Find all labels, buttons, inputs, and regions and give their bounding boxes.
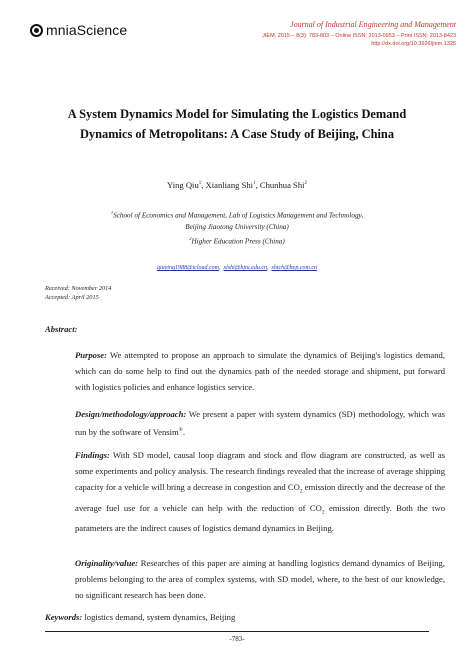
design-label: Design/methodology/approach: (75, 409, 187, 419)
findings-text: emission directly and the decrease of the average fuel use for a vehicle can help with the reduction of CO (75, 482, 445, 513)
abstract-findings (75, 447, 445, 536)
omniascience-logo (30, 22, 127, 38)
design-end: . (182, 426, 186, 437)
affiliations (0, 207, 474, 248)
author-list (0, 180, 474, 190)
received-date: Received: November 2014 (45, 285, 112, 292)
paper-title (30, 104, 444, 144)
journal-doi[interactable]: http://dx.doi.org/10.3926/jiem.1325 (371, 41, 456, 47)
email-link[interactable]: shich@hep.com.cn (271, 265, 318, 271)
author-name: Chunhua Shi (259, 180, 305, 190)
author-name: Xianliang Shi (205, 180, 254, 190)
subscript: 2 (321, 509, 325, 516)
journal-header (262, 20, 456, 48)
keywords (45, 612, 235, 622)
page-number: -783- (229, 635, 245, 643)
findings-text: With SD model, causal loop diagram and stock and flow diagram are constructed, as well as some experiments and policy analysis. The research findings revealed that the increase of average shipping capacity for a vehicle will bring a decrease in congestion and CO (75, 450, 445, 492)
purpose-label: Purpose: (75, 350, 107, 360)
originality-label: Originality/value: (75, 558, 139, 568)
abstract-heading: Abstract: (45, 324, 78, 334)
journal-name: Journal of Industrial Engineering and Management (290, 20, 456, 29)
submission-dates (45, 284, 111, 302)
keywords-text: logistics demand, system dynamics, Beijing (82, 612, 236, 622)
accepted-date: Accepted: April 2015 (45, 294, 99, 301)
design-text: We present a paper with system dynamics (SD) methodology, which was run by the software of Vensim (75, 409, 445, 437)
abstract-purpose (75, 347, 445, 395)
title-line-1: A System Dynamics Model for Simulating the Logistics Demand (67, 107, 407, 121)
logo-text: mniaScience (46, 22, 128, 38)
findings-label: Findings: (75, 450, 110, 460)
keywords-label: Keywords: (45, 612, 83, 622)
affil-text: Beijing Jiaotong University (China) (185, 223, 289, 232)
author-name: Ying Qiu (166, 180, 199, 190)
journal-issn: JIEM, 2015 – 8(3): 783-803 – Online ISSN: 2013-0953 – Print ISSN: 2013-8423 (262, 33, 456, 39)
author-separator: , (255, 180, 260, 190)
author-affil-sup: 1 (198, 181, 202, 187)
purpose-text: We attempted to propose an approach to simulate the dynamics of Beijing's logistics demand, which can do some help to find out the dynamics path of the needed storage and shipment, put forward with logistics policies and enhance logistics service. (75, 350, 445, 392)
subscript: 2 (299, 488, 303, 495)
affil-text: School of Economics and Management, Lab of Logistics Management and Technology, (113, 211, 364, 220)
affiliation-line (0, 233, 474, 247)
affil-sup: 2 (189, 236, 192, 242)
affil-sup: 1 (110, 210, 114, 215)
registered-mark: ® (178, 427, 183, 433)
author-affil-sup: 1 (253, 181, 256, 187)
affiliation-line (0, 207, 474, 221)
originality-text: Researches of this paper are aiming at handling logistics demand dynamics of Beijing, problems belonging to the area of complex systems, with SD model, where, to the best of our knowledge, no significant research has been done. (75, 558, 445, 600)
abstract-design (75, 406, 445, 440)
email-link[interactable]: qiuying1988@icloud.com (156, 265, 219, 271)
affiliation-line (0, 221, 474, 233)
email-link[interactable]: xlshi@bjtu.edu.cn (223, 265, 267, 271)
author-emails: qiuying1988@icloud.com, xlshi@bjtu.edu.cn, shich@hep.com.cn (156, 265, 318, 271)
affil-text: Higher Education Press (China) (191, 237, 285, 246)
author-affil-sup: 2 (304, 181, 308, 187)
footer-divider (45, 631, 429, 632)
author-separator: , (201, 180, 206, 190)
findings-text: emission directly. Both the two parameters are the indirect causes of logistics demand dynamics in Beijing. (75, 502, 445, 534)
abstract-originality (75, 555, 445, 603)
omniascience-logo-icon (30, 23, 45, 38)
title-line-2: Dynamics of Metropolitans: A Case Study of Beijing, China (79, 127, 395, 141)
